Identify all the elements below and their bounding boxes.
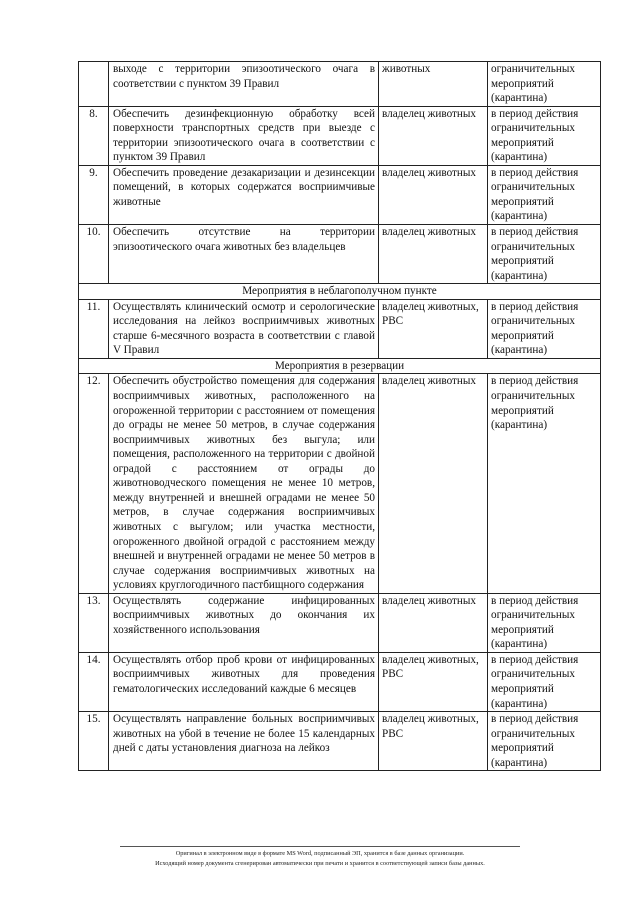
measures-table-body	[79, 62, 601, 771]
row-term: ограничительных мероприятий (карантина)	[488, 62, 601, 107]
row-action: Обеспечить обустройство помещения для содержания восприимчивых животных, расположенного на огороженной территории с расстоянием от помещения до ограды не менее 50 метров, в случае содержания восприимчивых животных без выгула; или помещения, расположенного на территории с двойной оградой с расстоянием от ограды до животноводческого помещения не менее 10 метров, между внутренней и внешней оградами не менее 50 метров, в случае содержания восприимчивых животных с выгулом; или участка местности, огороженного двойной оградой с расстоянием между внешней и внутренней оградами не менее 50 метров в случае содержания восприимчивых животных на условиях круглогодичного пастбищного содержания	[109, 374, 379, 593]
row-responsible: животных	[379, 62, 488, 107]
row-responsible: владелец животных	[379, 106, 488, 165]
section-header-row	[79, 284, 601, 300]
row-responsible: владелец животных, РВС	[379, 712, 488, 771]
row-action: выходе с территории эпизоотического очага в соответствии с пунктом 39 Правил	[109, 62, 379, 107]
table-row	[79, 652, 601, 711]
document-sheet	[78, 61, 600, 771]
row-term: в период действия ограничительных мероприятий (карантина)	[488, 652, 601, 711]
measures-table	[78, 61, 601, 771]
row-term: в период действия ограничительных мероприятий (карантина)	[488, 299, 601, 358]
table-row	[79, 62, 601, 107]
row-term: в период действия ограничительных мероприятий (карантина)	[488, 165, 601, 224]
row-number: 8.	[79, 106, 109, 165]
row-action: Осуществлять клинический осмотр и серологические исследования на лейкоз восприимчивых животных старше 6-месячного возраста в соответствии с главой V Правил	[109, 299, 379, 358]
row-action: Обеспечить проведение дезакаризации и дезинсекции помещений, в которых содержатся восприимчивые животные	[109, 165, 379, 224]
row-number	[79, 62, 109, 107]
row-term: в период действия ограничительных мероприятий (карантина)	[488, 225, 601, 284]
table-row	[79, 712, 601, 771]
row-number: 11.	[79, 299, 109, 358]
footer-divider	[120, 846, 520, 847]
table-row	[79, 299, 601, 358]
section-title: Мероприятия в неблагополучном пункте	[79, 284, 601, 300]
row-responsible: владелец животных	[379, 374, 488, 593]
footer-line-2: Исходящий номер документа сгенерирован автоматически при печати и хранится в соответствующей записи базы данных.	[155, 860, 485, 867]
row-term: в период действия ограничительных мероприятий (карантина)	[488, 712, 601, 771]
row-term: в период действия ограничительных мероприятий (карантина)	[488, 106, 601, 165]
row-responsible: владелец животных	[379, 593, 488, 652]
row-number: 13.	[79, 593, 109, 652]
page-footer	[0, 849, 640, 869]
row-number: 15.	[79, 712, 109, 771]
row-responsible: владелец животных	[379, 165, 488, 224]
row-responsible: владелец животных, РВС	[379, 299, 488, 358]
row-term: в период действия ограничительных мероприятий (карантина)	[488, 374, 601, 593]
row-responsible: владелец животных, РВС	[379, 652, 488, 711]
row-term: в период действия ограничительных мероприятий (карантина)	[488, 593, 601, 652]
row-number: 14.	[79, 652, 109, 711]
row-number: 10.	[79, 225, 109, 284]
row-action: Обеспечить отсутствие на территории эпизоотического очага животных без владельцев	[109, 225, 379, 284]
table-row	[79, 165, 601, 224]
table-row	[79, 225, 601, 284]
table-row	[79, 106, 601, 165]
row-responsible: владелец животных	[379, 225, 488, 284]
row-action: Осуществлять отбор проб крови от инфицированных восприимчивых животных для проведения гематологических исследований каждые 6 месяцев	[109, 652, 379, 711]
section-header-row	[79, 358, 601, 374]
section-title: Мероприятия в резервации	[79, 358, 601, 374]
row-action: Осуществлять направление больных восприимчивых животных на убой в течение не более 15 календарных дней с даты установления диагноза на лейкоз	[109, 712, 379, 771]
table-row	[79, 374, 601, 593]
row-action: Обеспечить дезинфекционную обработку всей поверхности транспортных средств при выезде с территории эпизоотического очага в соответствии с пунктом 39 Правил	[109, 106, 379, 165]
table-row	[79, 593, 601, 652]
row-action: Осуществлять содержание инфицированных восприимчивых животных до окончания их хозяйственного использования	[109, 593, 379, 652]
row-number: 9.	[79, 165, 109, 224]
row-number: 12.	[79, 374, 109, 593]
footer-line-1: Оригинал в электронном виде в формате MS Word, подписанный ЭП, хранится в базе данных организации.	[175, 850, 465, 857]
